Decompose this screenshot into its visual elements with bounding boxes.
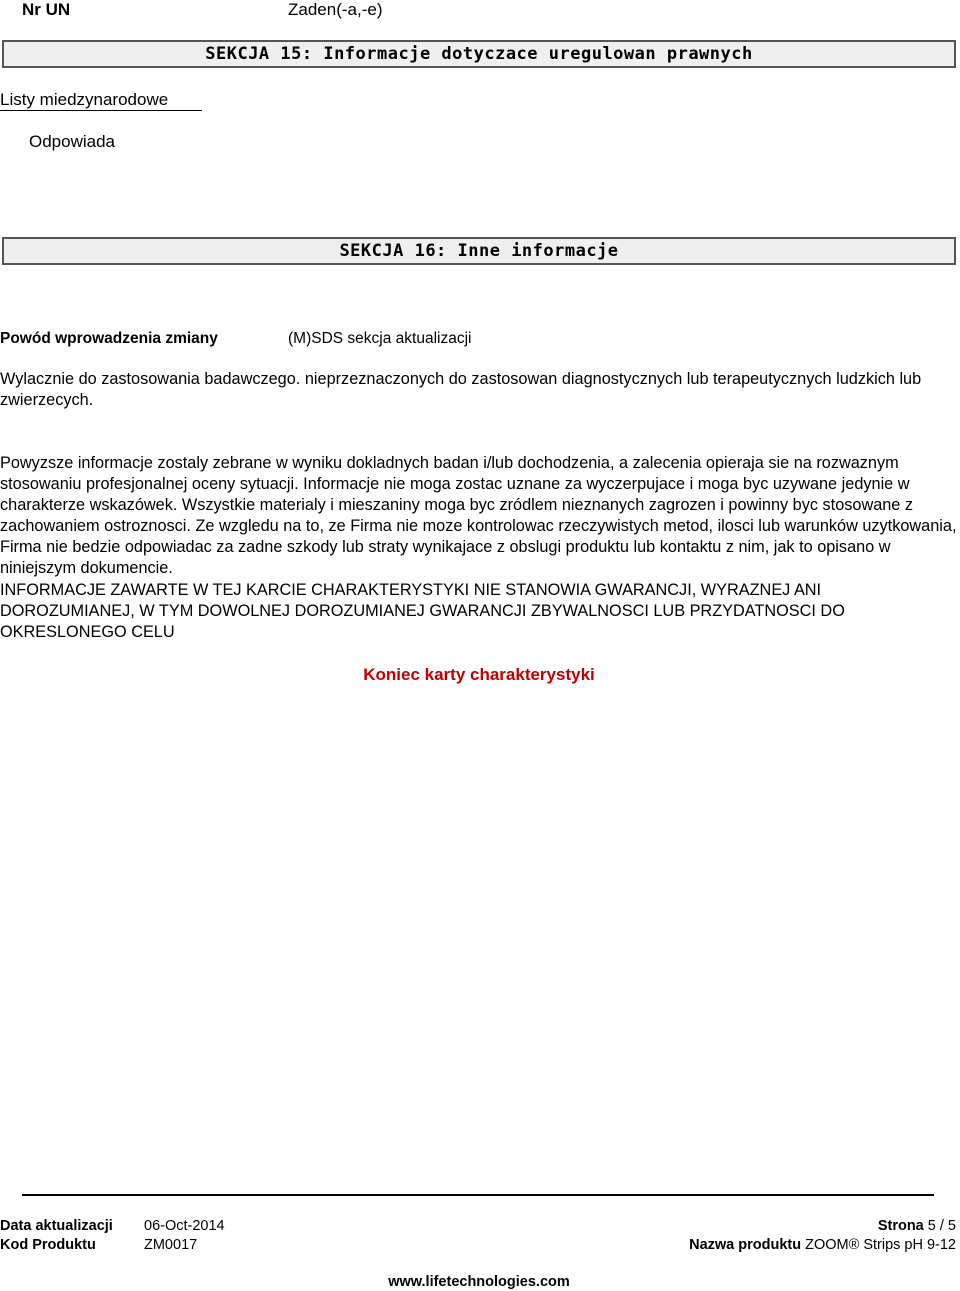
footer-divider (22, 1194, 934, 1196)
section-16-header (2, 237, 956, 265)
end-of-sheet-notice: Koniec karty charakterystyki (363, 665, 595, 684)
warranty-disclaimer: INFORMACJE ZAWARTE W TEJ KARCIE CHARAKTERYSTYKI NIE STANOWIA GWARANCJI, WYRAZNEJ ANI DOROZUMIANEJ, W TYM DOWOLNEJ DOROZUMIANEJ GWARANCJI ZBYWALNOSCI LUB PRZYDATNOSCI DO OKRESLONEGO CELU (0, 581, 845, 641)
revision-date-label: Data aktualizacji (0, 1218, 113, 1234)
un-number-value: Zaden(-a,-e) (288, 0, 383, 19)
disclaimer-paragraph: Powyzsze informacje zostaly zebrane w wyniku dokladnych badan i/lub dochodzenia, a zalecenia opieraja sie na rozwaznym stosowaniu profesjonalnej oceny sytuacji. Informacje nie moga zostac uznane za wyczerpujace i moga byc uzywane jedynie w charakterze wskazówek. Wszystkie materialy i mieszaniny moga byc zródlem nieznanych zagrozen i powinny byc stosowane z zachowaniem ostroznosci. Ze wzgledu na to, ze Firma nie moze kontrolowac rzeczywistych metod, ilosci lub warunków uzytkowania, Firma nie bedzie odpowiadac za zadne szkody lub straty wynikajace z obslugi produktu lub kontaktu z nim, jak to opisano w niniejszym dokumencie. (0, 454, 957, 577)
product-code-label: Kod Produktu (0, 1237, 96, 1253)
website-link[interactable]: www.lifetechnologies.com (388, 1274, 570, 1290)
intl-lists-label: Listy miedzynarodowe (0, 90, 202, 111)
revision-reason-label: Powód wprowadzenia zmiany (0, 330, 218, 347)
page-label: Strona (877, 1218, 924, 1234)
page-number: 5 / 5 (927, 1218, 956, 1234)
research-use-statement: Wylacznie do zastosowania badawczego. nieprzeznaczonych do zastosowan diagnostycznych lub terapeutycznych ludzkich lub zwierzecych. (0, 370, 922, 409)
section-15-header (2, 40, 956, 68)
product-name (689, 1236, 956, 1254)
product-name-value: ZOOM® Strips pH 9-12 (805, 1237, 956, 1253)
un-number-label: Nr UN (22, 0, 71, 19)
section-16-title: SEKCJA 16: Inne informacje (339, 241, 619, 261)
product-name-label: Nazwa produktu (689, 1237, 802, 1253)
product-code-value: ZM0017 (144, 1237, 198, 1253)
section-15-title: SEKCJA 15: Informacje dotyczace uregulowan prawnych (205, 44, 753, 64)
intl-lists-value: Odpowiada (29, 132, 116, 151)
page-indicator (878, 1217, 956, 1235)
revision-date-value: 06-Oct-2014 (144, 1218, 225, 1234)
revision-reason-value: (M)SDS sekcja aktualizacji (288, 330, 472, 347)
